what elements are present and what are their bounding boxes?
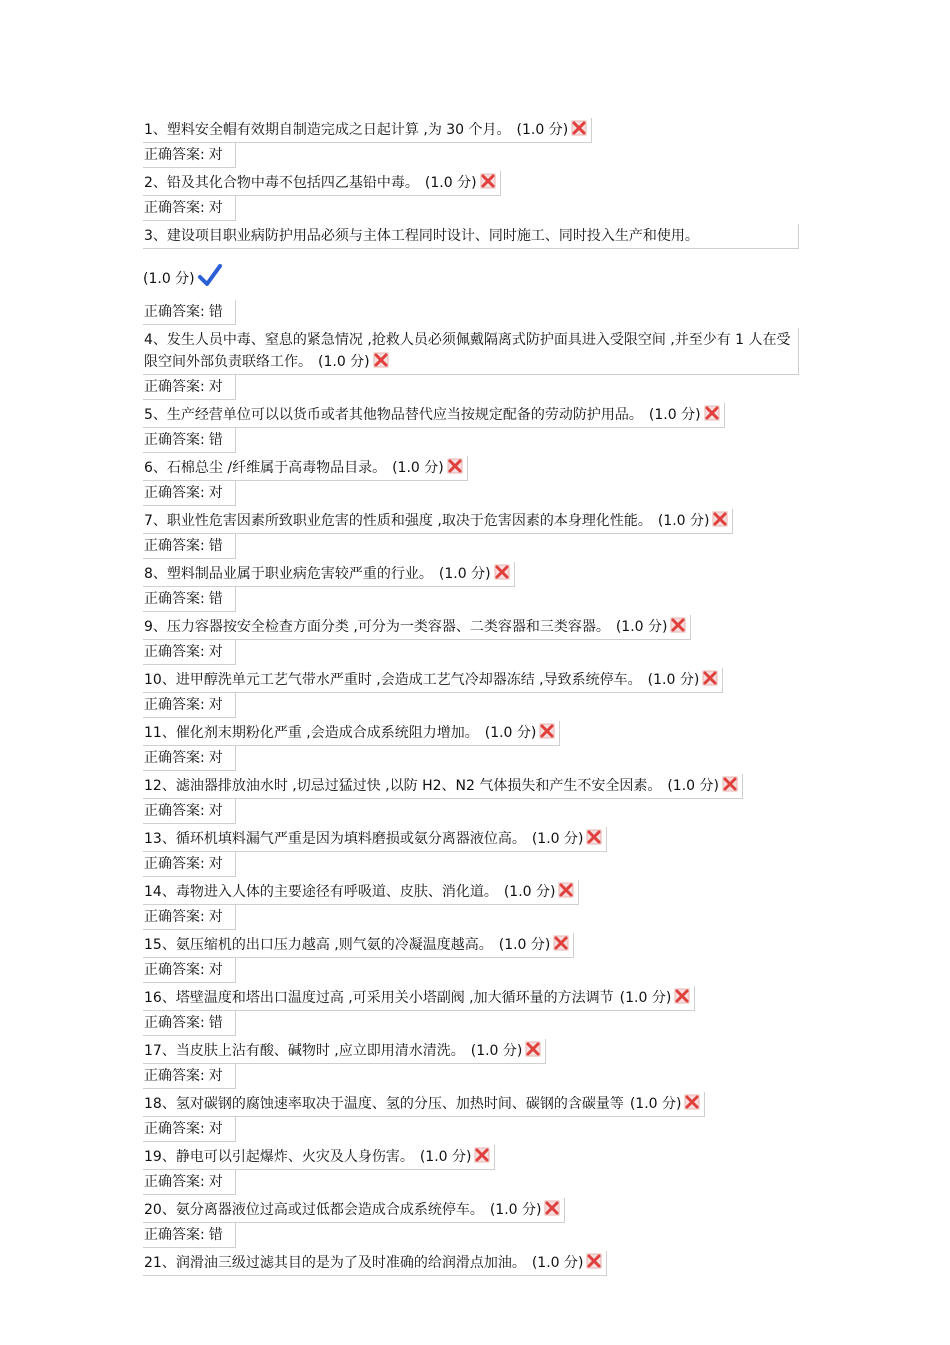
correct-answer-label: 正确答案: [144,856,205,872]
question-text [143,721,560,746]
question-item [143,1092,823,1145]
quiz-list [143,118,823,1276]
correct-answer [143,905,236,930]
question-score: (1.0 分) [657,513,710,529]
question-item [143,118,823,171]
question-body: 塑料制品业属于职业病危害较严重的行业。 [166,566,433,582]
question-number: 19、 [144,1149,176,1165]
question-score: (1.0 分) [392,460,444,476]
question-text [143,456,468,481]
correct-answer-label: 正确答案: [144,750,205,766]
correct-answer-label: 正确答案: [144,803,205,819]
question-body: 氢对碳钢的腐蚀速率取决于温度、氢的分压、加热时间、碳钢的含碳量等 [175,1096,624,1112]
correct-answer [143,1117,236,1142]
question-text [143,1251,607,1276]
question-number: 2、 [144,175,167,191]
correct-answer-label: 正确答案: [144,909,205,925]
question-number: 17、 [144,1043,176,1059]
cross-icon [553,935,569,951]
correct-answer-label: 正确答案: [144,379,205,395]
question-item [143,668,823,721]
question-item [143,1039,823,1092]
correct-answer-label: 正确答案: [144,591,205,607]
question-score: (1.0 分) [629,1096,682,1112]
question-body: 静电可以引起爆炸、火灾及人身伤害。 [175,1149,414,1165]
correct-answer-value: 错 [208,304,223,320]
correct-answer [143,300,236,325]
question-body: 压力容器按安全检查方面分类 ,可分为一类容器、二类容器和三类容器。 [166,619,610,635]
correct-answer [143,375,236,400]
correct-answer [143,587,236,612]
question-score: (1.0 分) [531,831,584,847]
question-item [143,562,823,615]
question-item [143,1198,823,1251]
question-number: 13、 [144,831,176,847]
question-number: 4、 [144,332,167,348]
question-number: 21、 [144,1255,176,1271]
question-body: 建设项目职业病防护用品必须与主体工程同时设计、同时施工、同时投入生产和使用。 [166,228,699,244]
question-body: 毒物进入人体的主要途径有呼吸道、皮肤、消化道。 [175,884,498,900]
correct-answer [143,428,236,453]
correct-answer-value: 对 [208,200,223,216]
question-text [143,224,799,249]
question-score: (1.0 分) [470,1043,523,1059]
cross-icon [586,829,602,845]
question-item [143,1145,823,1198]
correct-answer-value: 对 [208,485,223,501]
question-score: (1.0 分) [498,937,551,953]
question-item [143,615,823,668]
question-item [143,827,823,880]
question-number: 5、 [144,407,167,423]
check-icon [197,263,223,289]
correct-answer-value: 错 [208,432,223,448]
cross-icon [539,723,555,739]
correct-answer-label: 正确答案: [144,538,205,554]
question-number: 15、 [144,937,176,953]
question-text [143,509,733,534]
correct-answer-label: 正确答案: [144,200,205,216]
cross-icon [674,988,690,1004]
question-body: 进甲醇洗单元工艺气带水严重时 ,会造成工艺气冷却器冻结 ,导致系统停车。 [175,672,642,688]
correct-answer-value: 对 [208,147,223,163]
question-score: (1.0 分) [667,778,719,794]
question-body: 催化剂末期粉化严重 ,会造成合成系统阻力增加。 [175,725,479,741]
question-body: 循环机填料漏气严重是因为填料磨损或氨分离器液位高。 [175,831,526,847]
question-body: 润滑油三级过滤其目的是为了及时准确的给润滑点加油。 [175,1255,526,1271]
question-number: 11、 [144,725,176,741]
correct-answer [143,534,236,559]
question-item [143,933,823,986]
question-body: 氨分离器液位过高或过低都会造成合成系统停车。 [175,1202,484,1218]
question-text [143,403,725,428]
correct-answer-value: 对 [208,962,223,978]
question-body: 当皮肤上沾有酸、碱物时 ,应立即用清水清洗。 [175,1043,465,1059]
question-item [143,171,823,224]
question-number: 6、 [144,460,167,476]
cross-icon [571,120,587,136]
question-text [143,1198,565,1223]
correct-answer-label: 正确答案: [144,304,205,320]
correct-answer [143,1011,236,1036]
question-text [143,827,607,852]
correct-answer [143,143,236,168]
question-number: 3、 [144,228,167,244]
question-score: (1.0 分) [531,1255,584,1271]
correct-answer [143,958,236,983]
question-score: (1.0 分) [648,407,701,423]
question-text [143,880,579,905]
correct-answer-value: 对 [208,644,223,660]
question-text [143,668,723,693]
question-item [143,328,823,403]
question-score: (1.0 分) [438,566,491,582]
question-text [143,562,515,587]
question-body: 塑料安全帽有效期自制造完成之日起计算 ,为 30 个月。 [166,122,511,138]
correct-answer [143,799,236,824]
cross-icon [558,882,574,898]
correct-answer-value: 对 [208,750,223,766]
correct-answer [143,1170,236,1195]
correct-answer [143,196,236,221]
question-score: (1.0 分) [647,672,700,688]
question-item [143,774,823,827]
question-score: (1.0 分) [318,354,370,370]
question-score: (1.0 分) [484,725,537,741]
question-text [143,328,799,375]
cross-icon [586,1253,602,1269]
question-number: 9、 [144,619,167,635]
question-body: 石棉总尘 /纤维属于高毒物品目录。 [166,460,387,476]
cross-icon [373,352,389,368]
cross-icon [447,458,463,474]
cross-icon [684,1094,700,1110]
question-item [143,1251,823,1276]
question-number: 1、 [144,122,167,138]
question-item [143,721,823,774]
correct-answer-label: 正确答案: [144,962,205,978]
question-score: (1.0 分) [615,619,668,635]
correct-answer-value: 对 [208,856,223,872]
question-body: 塔壁温度和塔出口温度过高 ,可采用关小塔副阀 ,加大循环量的方法调节 [175,990,614,1006]
question-text [143,171,501,196]
correct-answer [143,640,236,665]
question-body: 职业性危害因素所致职业危害的性质和强度 ,取决于危害因素的本身理化性能。 [166,513,652,529]
correct-answer-label: 正确答案: [144,485,205,501]
question-score: (1.0 分) [619,990,672,1006]
cross-icon [704,405,720,421]
question-score: (1.0 分) [424,175,477,191]
question-text [143,1039,546,1064]
question-number: 20、 [144,1202,176,1218]
correct-answer-label: 正确答案: [144,697,205,713]
cross-icon [544,1200,560,1216]
question-text [143,1092,705,1117]
question-text [143,118,592,143]
correct-answer [143,693,236,718]
question-number: 18、 [144,1096,176,1112]
question-number: 7、 [144,513,167,529]
correct-answer-label: 正确答案: [144,644,205,660]
correct-answer-label: 正确答案: [144,1015,205,1031]
question-body: 发生人员中毒、窒息的紧急情况 ,抢救人员必须佩戴隔离式防护面具进入受限空间 ,并至少有 1 人在受限空间外部负责联络工作。 [144,332,791,370]
question-text [143,615,691,640]
correct-answer [143,1064,236,1089]
cross-icon [670,617,686,633]
question-number: 14、 [144,884,176,900]
correct-answer-value: 错 [208,1227,223,1243]
question-score: (1.0 分) [143,271,195,287]
question-item [143,986,823,1039]
correct-answer-value: 对 [208,697,223,713]
correct-answer [143,852,236,877]
cross-icon [494,564,510,580]
question-text [143,986,695,1011]
cross-icon [722,776,738,792]
question-item [143,509,823,562]
question-item [143,224,823,328]
correct-answer [143,746,236,771]
question-score: (1.0 分) [419,1149,472,1165]
question-number: 10、 [144,672,176,688]
correct-answer-value: 错 [208,538,223,554]
question-body: 氨压缩机的出口压力越高 ,则气氨的冷凝温度越高。 [175,937,493,953]
cross-icon [525,1041,541,1057]
correct-answer [143,1223,236,1248]
correct-answer-value: 错 [208,1015,223,1031]
question-score: (1.0 分) [503,884,556,900]
question-body: 生产经营单位可以以货币或者其他物品替代应当按规定配备的劳动防护用品。 [166,407,643,423]
question-number: 12、 [144,778,176,794]
question-item [143,403,823,456]
correct-answer-value: 对 [208,1121,223,1137]
cross-icon [702,670,718,686]
correct-answer-value: 对 [208,909,223,925]
question-number: 16、 [144,990,176,1006]
correct-answer-value: 对 [208,379,223,395]
correct-answer-value: 对 [208,803,223,819]
question-score: (1.0 分) [489,1202,542,1218]
question-number: 8、 [144,566,167,582]
correct-answer-value: 对 [208,1068,223,1084]
correct-answer [143,481,236,506]
correct-answer-value: 对 [208,1174,223,1190]
cross-icon [480,173,496,189]
correct-answer-label: 正确答案: [144,1174,205,1190]
question-item [143,456,823,509]
correct-answer-label: 正确答案: [144,1121,205,1137]
correct-answer-label: 正确答案: [144,147,205,163]
question-score: (1.0 分) [516,122,569,138]
question-body: 铅及其化合物中毒不包括四乙基铅中毒。 [166,175,419,191]
question-body: 滤油器排放油水时 ,切忌过猛过快 ,以防 H2、N2 气体损失和产生不安全因素。 [175,778,662,794]
cross-icon [474,1147,490,1163]
question-text [143,1145,495,1170]
question-text [143,774,743,799]
question-text [143,933,574,958]
correct-answer-label: 正确答案: [144,1068,205,1084]
cross-icon [712,511,728,527]
correct-answer-label: 正确答案: [144,432,205,448]
correct-answer-value: 错 [208,591,223,607]
correct-answer-label: 正确答案: [144,1227,205,1243]
question-item [143,880,823,933]
score-row [143,249,823,300]
